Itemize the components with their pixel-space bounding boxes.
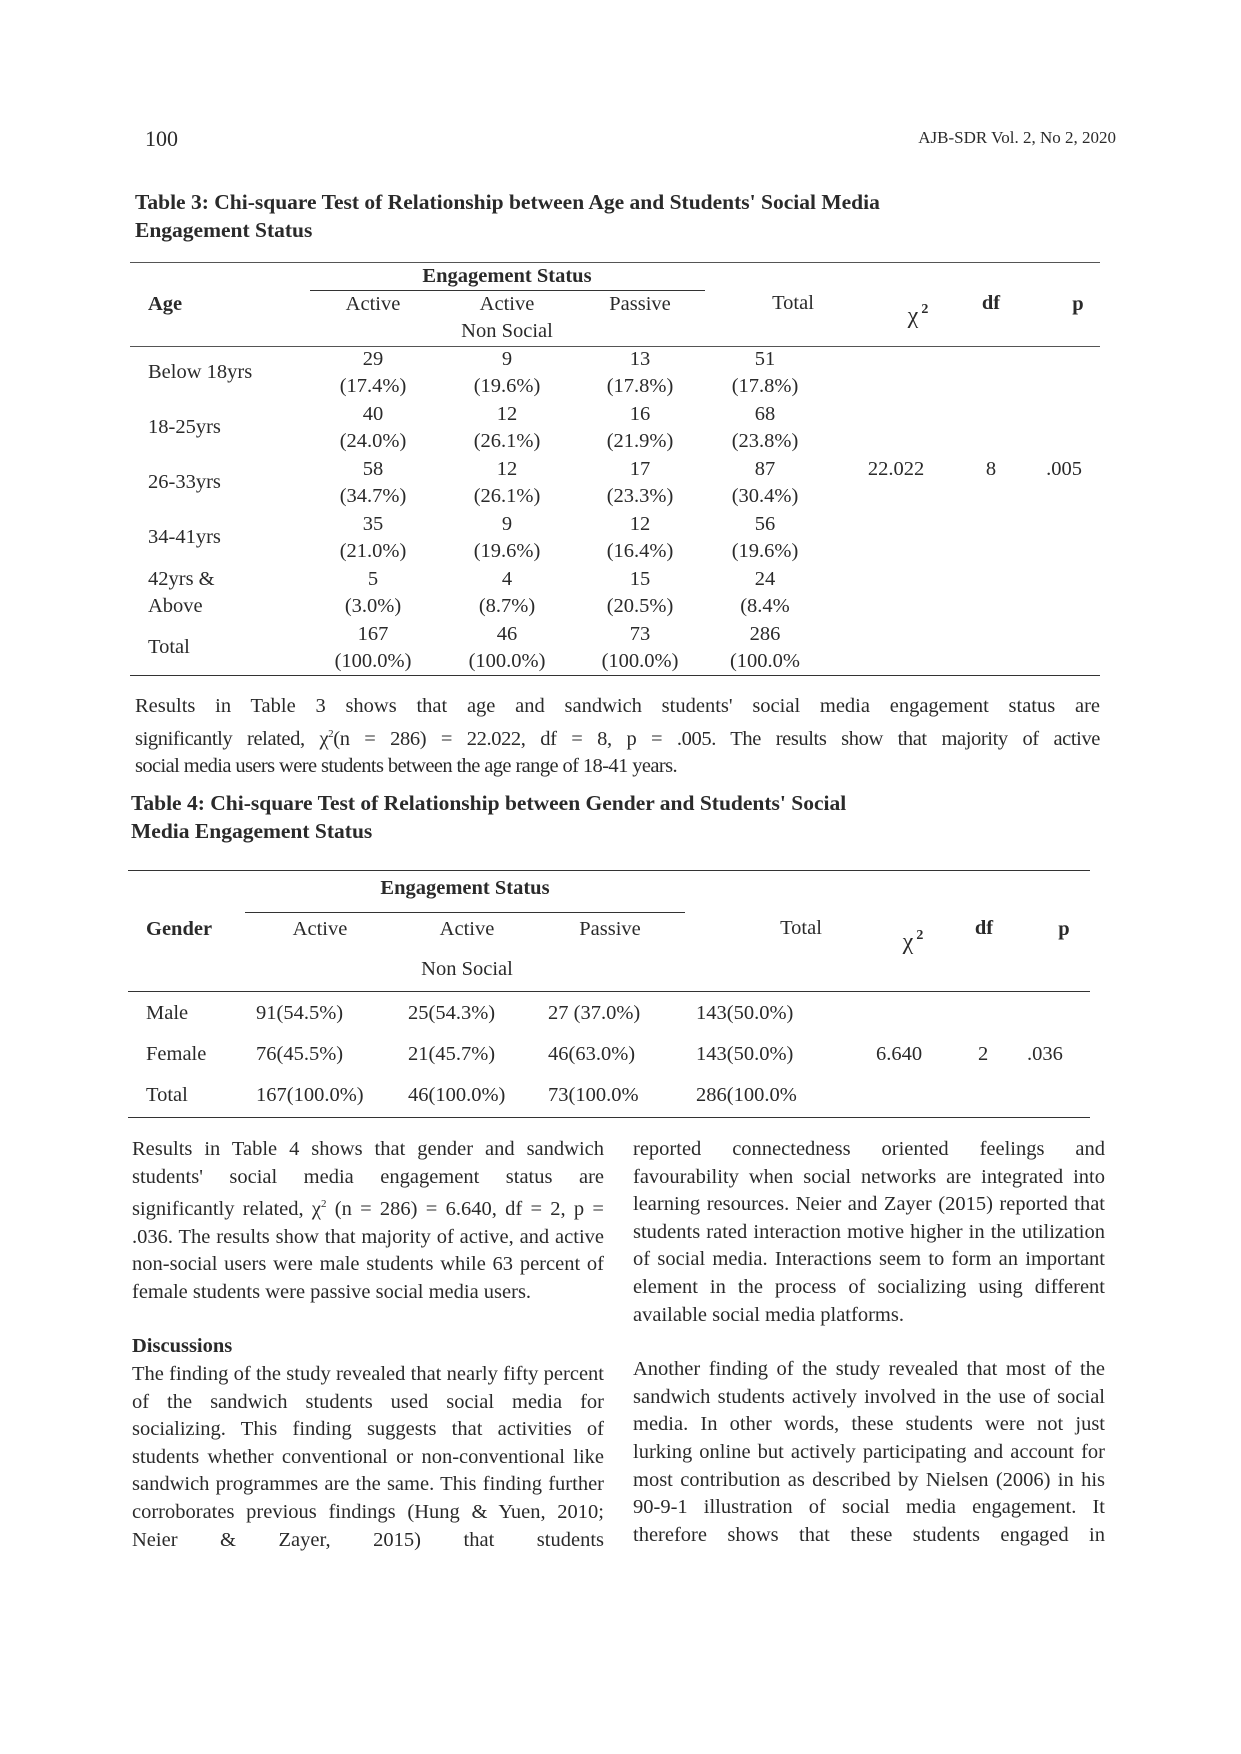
- table3-caption-line2: Engagement Status: [135, 218, 313, 242]
- table3-col-passive: Passive: [609, 293, 671, 315]
- row-label: 34-41yrs: [148, 526, 221, 548]
- table3-top-rule: [130, 262, 1100, 263]
- left-column: [132, 1136, 604, 1554]
- cell-total: 143(50.0%): [696, 1043, 794, 1065]
- cell-ans: 21(45.7%): [408, 1043, 496, 1065]
- row-label: 26-33yrs: [148, 471, 221, 493]
- row-label: Total: [148, 636, 190, 658]
- cell-passive-pct: (23.3%): [606, 485, 674, 507]
- connectedness-paragraph: reported connectedness oriented feelings and favourability when social networks are integrated into learning resources. Neier and Zayer (2015) reported that students rated interaction motive higher in the utilization of social media. Interactions seem to form an important element in the process of socializing using different available social media platforms.: [633, 1138, 1105, 1326]
- cell-passive-pct: (16.4%): [606, 540, 674, 562]
- cell-total: 51: [754, 348, 776, 370]
- cell-ans: 25(54.3%): [408, 1002, 496, 1024]
- table3-col-p: p: [1072, 293, 1084, 315]
- cell-ans-pct: (19.6%): [473, 375, 541, 397]
- table4-bottom-rule: [128, 1117, 1090, 1118]
- cell-ans: 46: [496, 623, 518, 645]
- table4-df-value: 2: [978, 1043, 989, 1065]
- cell-ans: 4: [501, 568, 513, 590]
- cell-active: 76(45.5%): [256, 1043, 344, 1065]
- page-number: 100: [145, 126, 178, 151]
- row-label: Male: [146, 1002, 189, 1024]
- cell-total-pct: (30.4%): [731, 485, 799, 507]
- cell-passive-pct: (20.5%): [606, 595, 674, 617]
- table3-p-value: .005: [1046, 458, 1082, 480]
- cell-ans-pct: (26.1%): [473, 430, 541, 452]
- table4-col-active-ns-1: Active: [439, 918, 495, 940]
- cell-passive: 46(63.0%): [548, 1043, 636, 1065]
- table3-bottom-rule: [130, 675, 1100, 676]
- table3-col-active: Active: [345, 293, 401, 315]
- cell-passive: 15: [629, 568, 651, 590]
- cell-active: 91(54.5%): [256, 1002, 344, 1024]
- cell-total: 68: [754, 403, 776, 425]
- cell-active-pct: (100.0%): [334, 650, 412, 672]
- cell-passive: 12: [629, 513, 651, 535]
- table4-caption-line2: Media Engagement Status: [131, 819, 373, 843]
- table4-top-rule: [128, 870, 1090, 871]
- cell-active-pct: (3.0%): [344, 595, 402, 617]
- cell-passive: 73(100.0%: [548, 1084, 639, 1106]
- active-engagement-paragraph: Another finding of the study revealed that most of the sandwich students actively involved in the use of social media. In other words, these students were not just lurking online but actively participating and account for most contribution as described by Nielsen (2006) in his 90-9-1 illustration of social media engagement. It therefore shows that these students engaged in: [633, 1358, 1105, 1546]
- table3-col-df: df: [981, 292, 1001, 314]
- cell-ans: 12: [496, 403, 518, 425]
- cell-total: 56: [754, 513, 776, 535]
- table4-col-active: Active: [292, 918, 348, 940]
- cell-passive-pct: (21.9%): [606, 430, 674, 452]
- para-line: significantly related, $\chi^2(n = 286) = 22.022$, df = 8, p = .005. The results show that majority of active: [135, 727, 1101, 750]
- table4-col-chi-square: χ $^2$: [902, 928, 924, 955]
- cell-total: 87: [754, 458, 776, 480]
- table4-caption-line1: Table 4: Chi-square Test of Relationship between Gender and Students' Social: [131, 791, 847, 815]
- table3-header-rule: [130, 346, 1100, 347]
- row-label: Female: [146, 1043, 207, 1065]
- row-label: Total: [146, 1084, 188, 1106]
- para-line: social media users were students between the age range of 18-41 years.: [135, 755, 678, 778]
- cell-passive-pct: (17.8%): [606, 375, 674, 397]
- table3-results-paragraph: [135, 693, 1100, 781]
- cell-passive-pct: (100.0%): [601, 650, 679, 672]
- cell-ans: 9: [501, 348, 513, 370]
- table4-chi-value: 6.640: [876, 1043, 923, 1065]
- table4-col-p: p: [1058, 918, 1070, 940]
- cell-ans: 12: [496, 458, 518, 480]
- table4-col-df: df: [974, 917, 994, 939]
- cell-active: 40: [362, 403, 384, 425]
- table4-col-active-ns-2: Non Social: [421, 958, 513, 980]
- table3-group-header: Engagement Status: [422, 265, 592, 287]
- row-label: 42yrs &: [148, 568, 215, 590]
- cell-active: 167(100.0%): [256, 1084, 364, 1106]
- table4-col-gender: Gender: [146, 918, 213, 940]
- cell-passive: 16: [629, 403, 651, 425]
- para-line: Results in Table 3 shows that age and sandwich students' social media engagement status are: [135, 695, 1100, 717]
- cell-passive: 17: [629, 458, 651, 480]
- table4-col-total: Total: [780, 917, 822, 939]
- cell-ans: 9: [501, 513, 513, 535]
- cell-passive: 13: [629, 348, 651, 370]
- discussions-heading: Discussions: [132, 1335, 233, 1358]
- cell-active-pct: (24.0%): [339, 430, 407, 452]
- cell-passive: 73: [629, 623, 651, 645]
- table4-col-passive: Passive: [579, 918, 641, 940]
- cell-passive: 27 (37.0%): [548, 1002, 641, 1024]
- cell-active: 58: [362, 458, 384, 480]
- cell-total-pct: (23.8%): [731, 430, 799, 452]
- cell-total-pct: (19.6%): [731, 540, 799, 562]
- cell-total-pct: (100.0%: [729, 650, 801, 672]
- cell-active: 29: [362, 348, 384, 370]
- table4-group-header: Engagement Status: [380, 877, 550, 899]
- row-label-line2: Above: [148, 595, 203, 617]
- cell-total: 286: [749, 623, 781, 645]
- table3-caption-line1: Table 3: Chi-square Test of Relationship between Age and Students' Social Media: [135, 190, 880, 214]
- cell-active: 167: [357, 623, 389, 645]
- cell-ans-pct: (100.0%): [468, 650, 546, 672]
- table3-col-active-ns-1: Active: [479, 293, 535, 315]
- cell-active: 35: [362, 513, 384, 535]
- cell-ans-pct: (19.6%): [473, 540, 541, 562]
- table3-col-age: Age: [148, 293, 183, 315]
- cell-total-pct: (8.4%: [740, 595, 790, 617]
- table3-col-active-ns-2: Non Social: [461, 320, 553, 342]
- table3-chi-value: 22.022: [867, 458, 925, 480]
- table3-col-chi-square: χ $^2$: [907, 302, 929, 329]
- cell-active: 5: [367, 568, 379, 590]
- table4-results-paragraph: Results in Table 4 shows that gender and sandwich students' social media engagement status are significantly related, $\chi^2$ (n = 286) = 6.640, df = 2, p = .036. The results show that majority of active, and active non-social users were male students while 63 percent of female students were passive social media users.: [132, 1138, 604, 1303]
- cell-active-pct: (21.0%): [339, 540, 407, 562]
- table4-group-rule: [245, 912, 685, 913]
- cell-ans-pct: (8.7%): [478, 595, 536, 617]
- row-label: Below 18yrs: [148, 361, 253, 383]
- right-column: [633, 1136, 1105, 1549]
- cell-total: 24: [754, 568, 776, 590]
- table4-header-rule: [128, 991, 1090, 992]
- table3-df-value: 8: [985, 458, 997, 480]
- cell-ans-pct: (26.1%): [473, 485, 541, 507]
- running-head: AJB-SDR Vol. 2, No 2, 2020: [918, 128, 1116, 147]
- row-label: 18-25yrs: [148, 416, 221, 438]
- cell-ans: 46(100.0%): [408, 1084, 506, 1106]
- cell-total: 286(100.0%: [696, 1084, 797, 1106]
- cell-active-pct: (17.4%): [339, 375, 407, 397]
- discussion-paragraph: The finding of the study revealed that nearly fifty percent of the sandwich students used social media for socializing. This finding suggests that activities of students whether conventional or non-conventional like sandwich programmes are the same. This finding further corroborates previous findings (Hung & Yuen, 2010; Neier & Zayer, 2015) that students: [132, 1362, 604, 1551]
- table4-p-value: .036: [1027, 1043, 1063, 1065]
- cell-total-pct: (17.8%): [731, 375, 799, 397]
- cell-active-pct: (34.7%): [339, 485, 407, 507]
- table3-col-total: Total: [772, 292, 814, 314]
- cell-total: 143(50.0%): [696, 1002, 794, 1024]
